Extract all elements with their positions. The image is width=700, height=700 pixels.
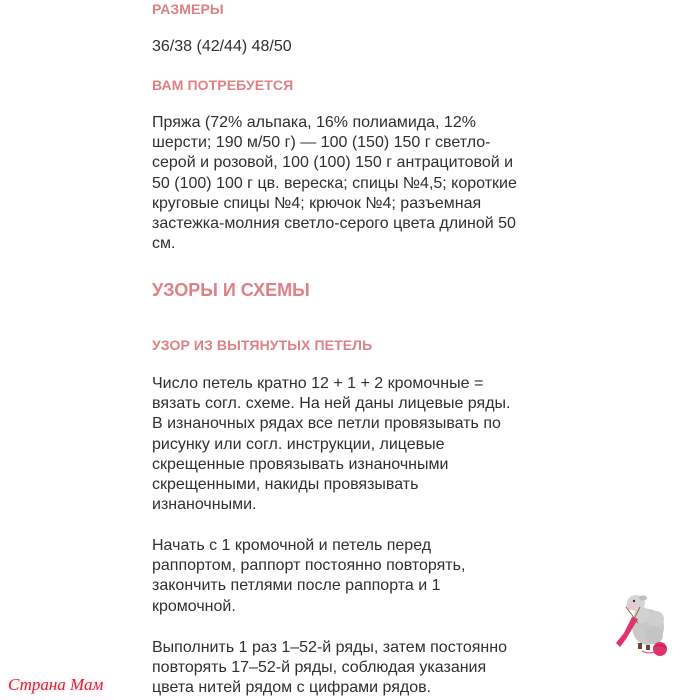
materials-heading: ВАМ ПОТРЕБУЕТСЯ [152,77,294,93]
text-line: Число петель кратно 12 + 1 + 2 кромочные = [152,375,484,392]
text-line: закончить петлями после раппорта и 1 [152,577,441,595]
pattern-paragraph-1 [152,374,510,515]
materials-paragraph [152,113,517,254]
text-line: раппортом, раппорт постоянно повторять, [152,557,466,575]
text-line: рисунку или согл. инструкции, лицевые [152,435,445,453]
text-line: круговые спицы №4; крючок №4; разъемная [152,194,482,212]
text-line: цвета нитей рядом с цифрами рядов. [152,679,432,697]
text-line: застежка-молния светло-серого цвета длиной 50 [152,215,516,233]
text-line: скрещенные провязывать изнаночными [152,455,449,473]
sizes-heading: РАЗМЕРЫ [152,1,224,17]
pattern-paragraph-2 [152,536,465,617]
text-line: Выполнить 1 раз 1–52-й ряды, затем постоянно [152,639,507,656]
text-line: изнаночными. [152,496,257,514]
text-line: шерсти; 190 м/50 г) — 100 (150) 150 г светло- [152,134,491,152]
text-line: серой и розовой, 100 (100) 150 г антрацитовой и [152,154,514,172]
pattern-paragraph-3 [152,638,507,699]
watermark-text: Страна Мам [8,675,104,694]
text-line: скрещенными, накиды провязывать [152,476,419,494]
text-line: вязать согл. схеме. На ней даны лицевые ряды. [152,395,511,413]
text-line: см. [152,235,176,253]
knitting-sheep-icon [612,585,672,660]
text-line: Пряжа (72% альпака, 16% полиамида, 12% [152,114,476,131]
text-line: В изнаночных рядах все петли провязывать по [152,415,501,433]
text-line: повторять 17–52-й ряды, соблюдая указания [152,659,487,677]
sizes-value: 36/38 (42/44) 48/50 [152,38,292,55]
text-line: 50 (100) 100 г цв. вереска; спицы №4,5; короткие [152,174,517,192]
text-line: кромочной. [152,597,236,615]
pattern-heading: УЗОР ИЗ ВЫТЯНУТЫХ ПЕТЕЛЬ [152,337,373,353]
patterns-heading: УЗОРЫ И СХЕМЫ [152,280,310,300]
text-line: Начать с 1 кромочной и петель перед [152,537,432,554]
